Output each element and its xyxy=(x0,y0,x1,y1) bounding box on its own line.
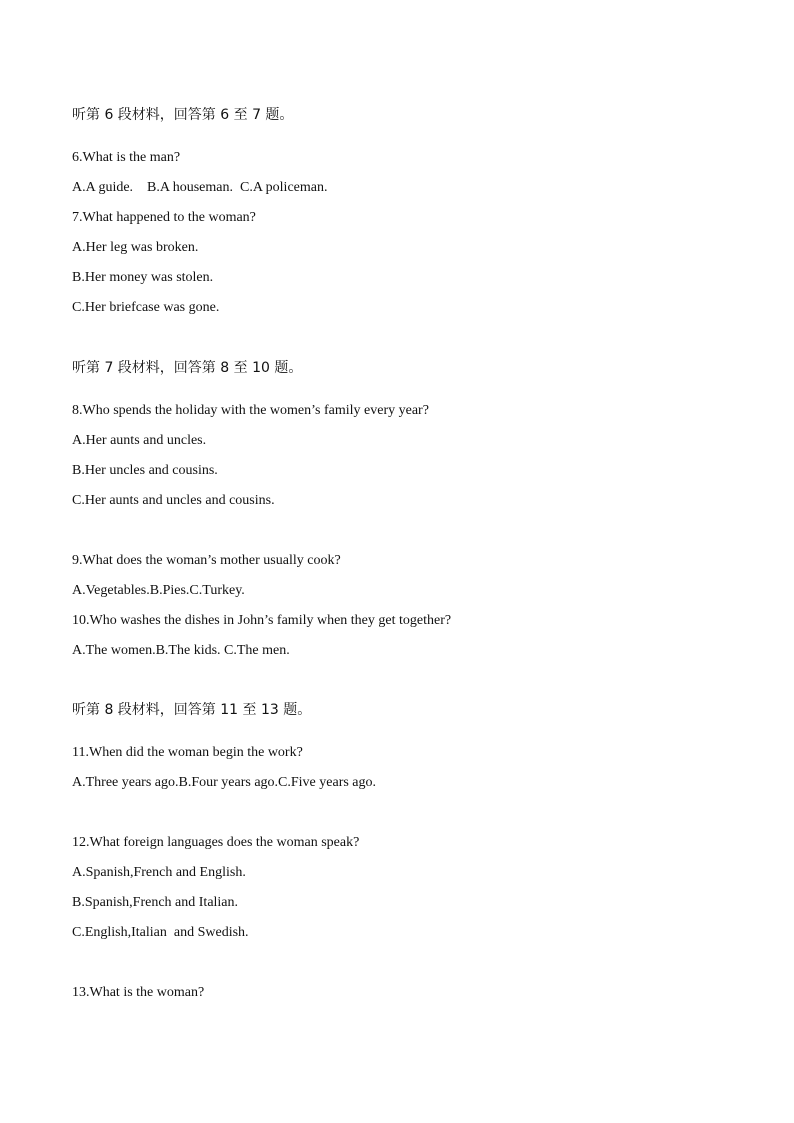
answer-option: C.Her aunts and uncles and cousins. xyxy=(72,493,275,508)
answer-options: A.The women.B.The kids. C.The men. xyxy=(72,643,290,658)
answer-option: A.Spanish,French and English. xyxy=(72,865,246,880)
question-text: 7.What happened to the woman? xyxy=(72,210,256,225)
answer-option: B.Her money was stolen. xyxy=(72,270,214,285)
answer-options: A.Vegetables.B.Pies.C.Turkey. xyxy=(72,583,245,598)
section-heading: 听第 6 段材料，回答第 6 至 7 题。 xyxy=(72,107,294,123)
question-text: 13.What is the woman? xyxy=(72,985,205,1000)
section-heading: 听第 7 段材料，回答第 8 至 10 题。 xyxy=(72,360,303,376)
question-text: 10.Who washes the dishes in John’s family when they get together? xyxy=(72,613,452,628)
answer-option: A.Her aunts and uncles. xyxy=(72,433,207,448)
answer-option: B.Spanish,French and Italian. xyxy=(72,895,239,910)
answer-option: A.Her leg was broken. xyxy=(72,240,199,255)
answer-options: A.A guide. B.A houseman. C.A policeman. xyxy=(72,180,328,195)
answer-option: B.Her uncles and cousins. xyxy=(72,463,218,478)
section-heading: 听第 8 段材料，回答第 11 至 13 题。 xyxy=(72,702,312,718)
question-text: 12.What foreign languages does the woman speak? xyxy=(72,835,360,850)
question-text: 6.What is the man? xyxy=(72,150,181,165)
answer-options: A.Three years ago.B.Four years ago.C.Five years ago. xyxy=(72,775,377,790)
answer-option: C.Her briefcase was gone. xyxy=(72,300,220,315)
question-text: 11.When did the woman begin the work? xyxy=(72,745,303,760)
question-text: 8.Who spends the holiday with the women’s family every year? xyxy=(72,403,429,418)
question-text: 9.What does the woman’s mother usually cook? xyxy=(72,553,341,568)
answer-option: C.English,Italian and Swedish. xyxy=(72,925,249,940)
